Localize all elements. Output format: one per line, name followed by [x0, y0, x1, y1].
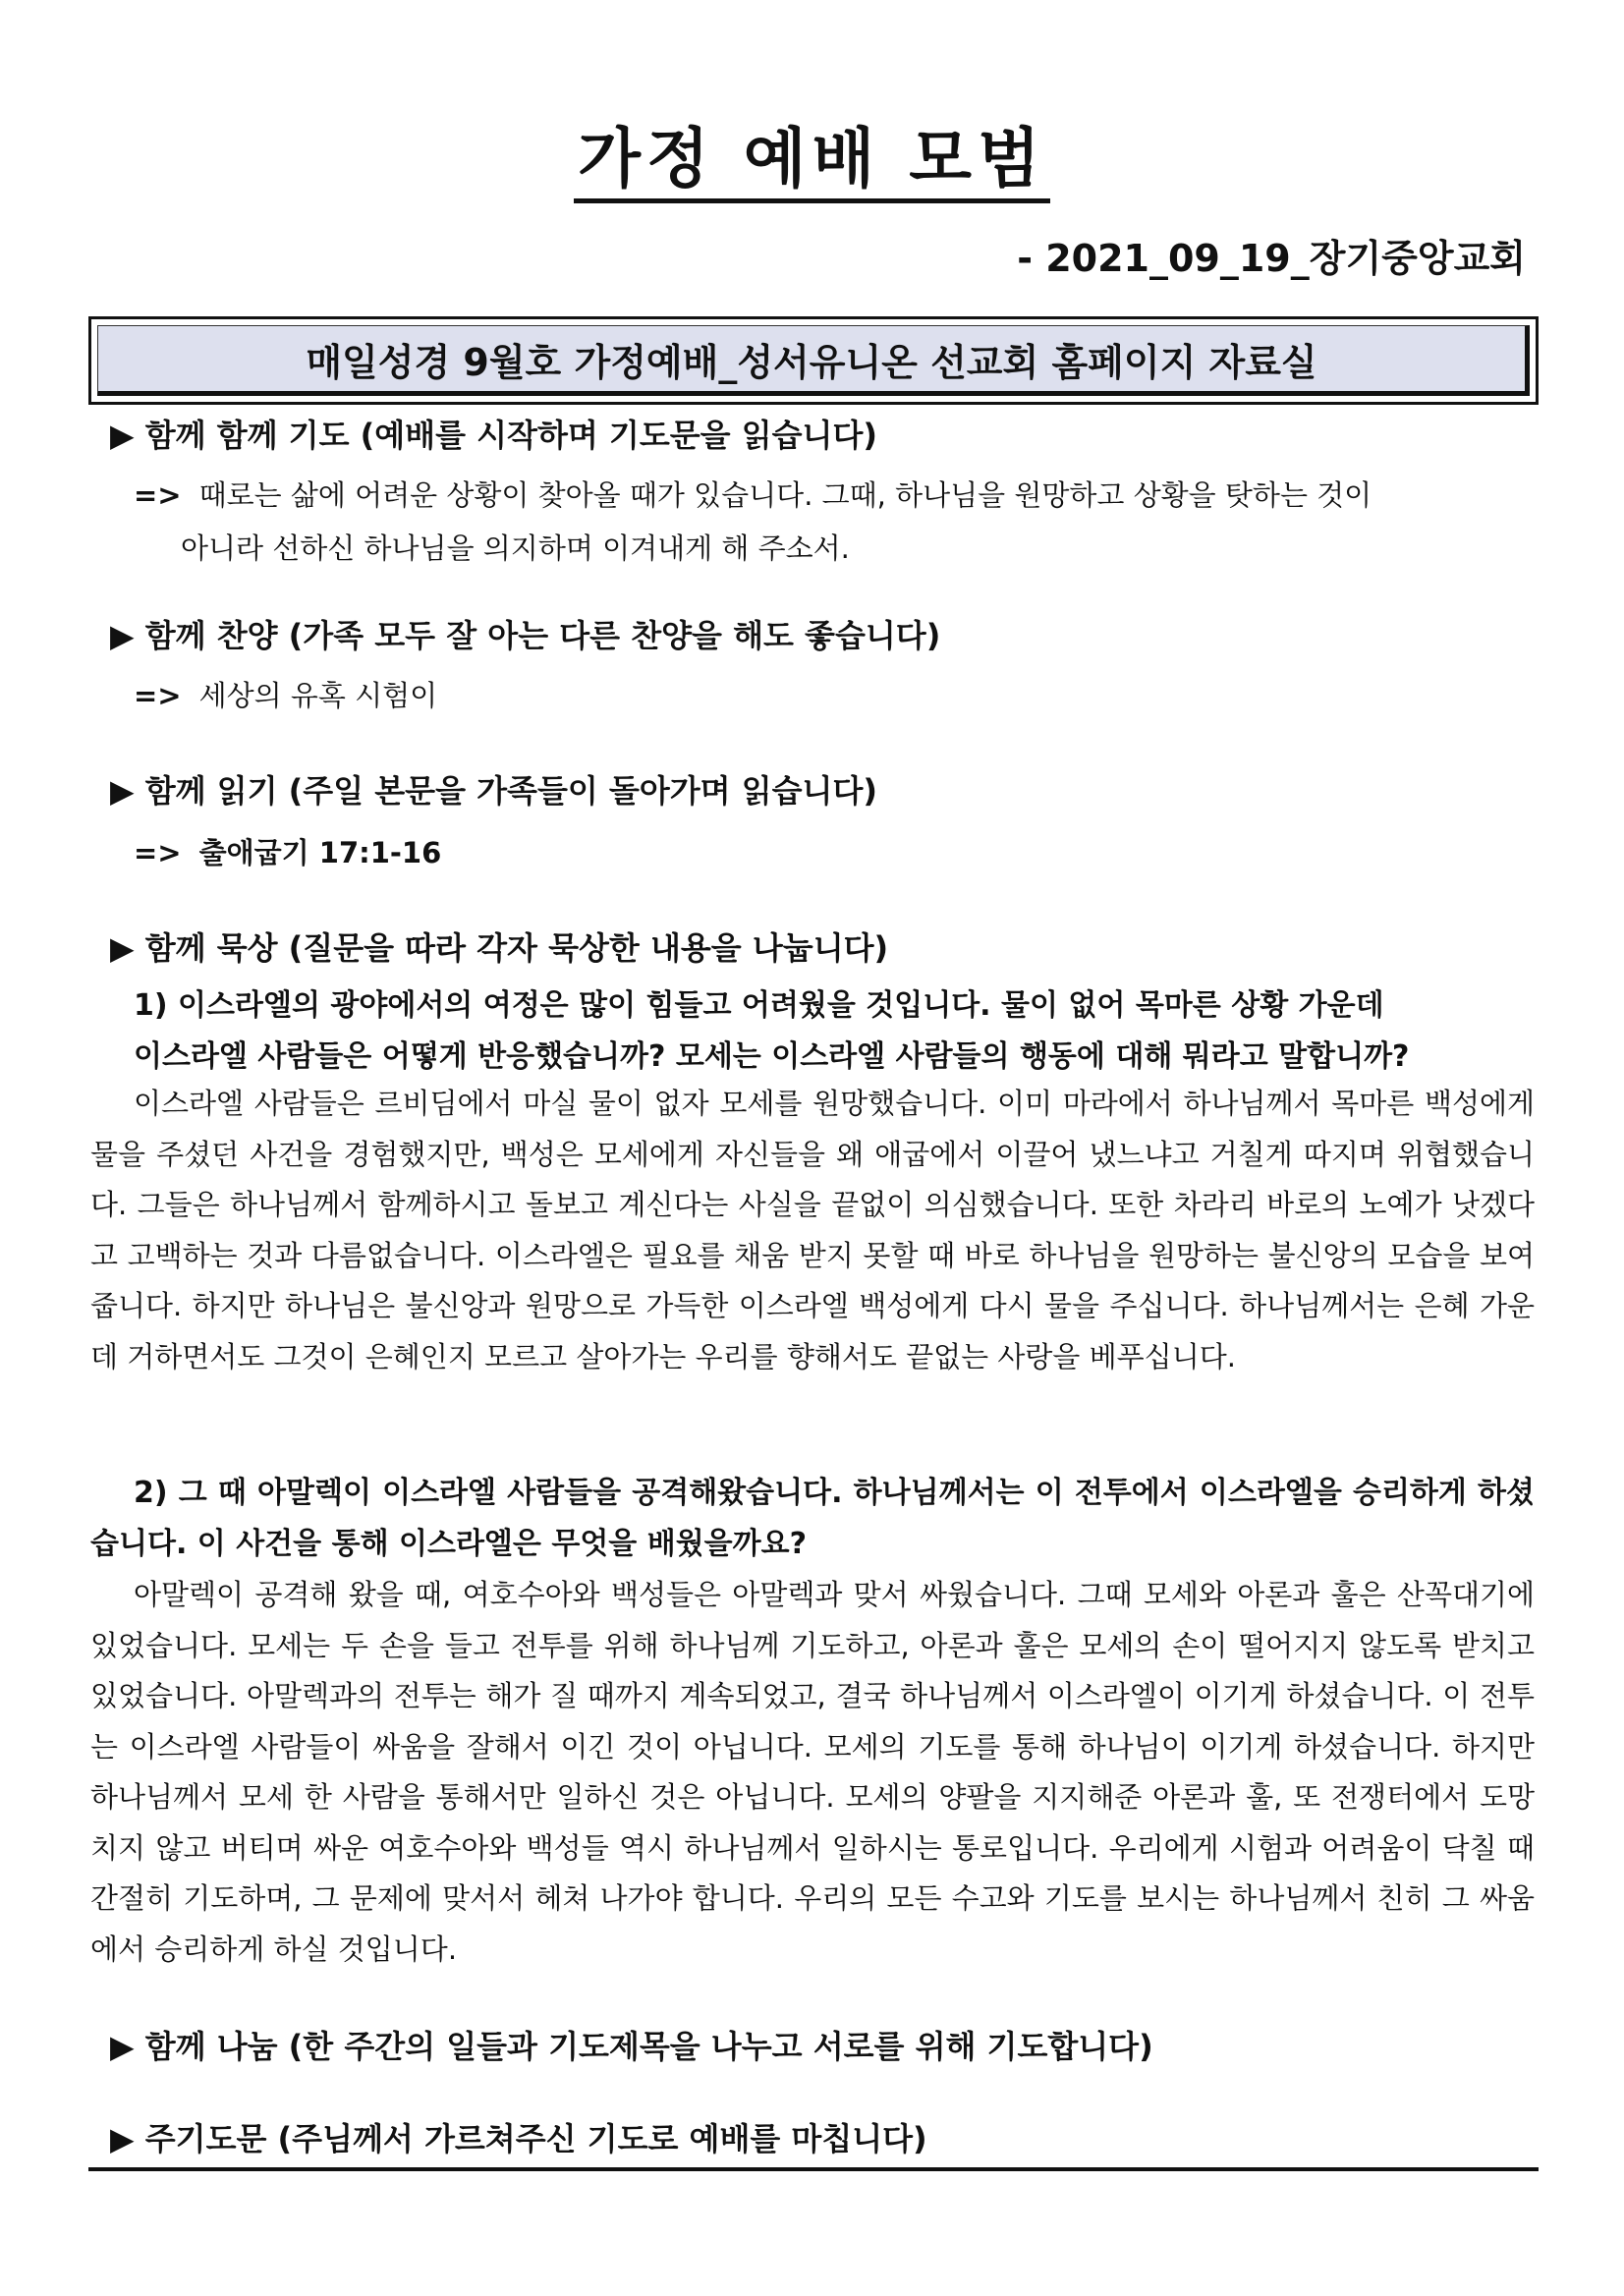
answer-2-paragraph: 아말렉이 공격해 왔을 때, 여호수아와 백성들은 아말렉과 맞서 싸웠습니다. 그때 모세와 아론과 훌은 산꼭대기에 있었습니다. 모세는 두 손을 들고 전투를 위해 하나님께 기도하고, 아론과 훌은 모세의 손이 떨어지지 않도록 받치고 있었습니다. 아말렉과의 전투는 해가 질 때까지 계속되었고, 결국 하나님께서 이스라엘이 이기게 하셨습니다. 이 전투는 이스라엘 사람들이 싸움을 잘해서 이긴 것이 아닙니다. 모세의 기도를 통해 하나님이 이기게 하셨습니다. 하지만 하나님께서 모세 한 사람을 통해서만 일하신 것은 아닙니다. 모세의 양팔을 지지해준 아론과 훌, 또 전쟁터에서 도망치지 않고 버티며 싸운 여호수아와 백성들 역시 하나님께서 일하시는 통로입니다. 우리에게 시험과 어려움이 닥칠 때 간절히 기도하며, 그 문제에 맞서서 헤쳐 나가야 합니다. 우리의 모든 수고와 기도를 보시는 하나님께서 친히 그 싸움에서 승리하게 하실 것입니다.: [90, 1578, 1535, 1966]
question-1-line-2: 이스라엘 사람들은 어떻게 반응했습니까? 모세는 이스라엘 사람들의 행동에 대해 뭐라고 말합니까?: [134, 1039, 1410, 1074]
reading-passage: 출애굽기 17:1-16: [198, 836, 442, 869]
answer-1-paragraph: 이스라엘 사람들은 르비딤에서 마실 물이 없자 모세를 원망했습니다. 이미 마라에서 하나님께서 목마른 백성에게 물을 주셨던 사건을 경험했지만, 백성은 모세에게 자신들을 왜 애굽에서 이끌어 냈느냐고 거칠게 따지며 위협했습니다. 그들은 하나님께서 함께하시고 돌보고 계신다는 사실을 끝없이 의심했습니다. 또한 차라리 바로의 노예가 낫겠다고 고백하는 것과 다름없습니다. 이스라엘은 필요를 채움 받지 못할 때 바로 하나님을 원망하는 불신앙의 모습을 보여줍니다. 하지만 하나님은 불신앙과 원망으로 가득한 이스라엘 백성에게 다시 물을 주십니다. 하나님께서는 은혜 가운데 거하면서도 그것이 은혜인지 모르고 살아가는 우리를 향해서도 끝없는 사랑을 베푸십니다.: [90, 1087, 1535, 1373]
section-heading-sharing: ▶ 함께 나눔 (한 주간의 일들과 기도제목을 나누고 서로를 위해 기도합니다): [110, 2028, 1153, 2065]
section-heading-praise: ▶ 함께 찬양 (가족 모두 잘 아는 다른 찬양을 해도 좋습니다): [110, 617, 941, 654]
section-heading-meditation: ▶ 함께 묵상 (질문을 따라 각자 묵상한 내용을 나눕니다): [110, 929, 889, 967]
arrow-marker: =>: [134, 478, 182, 512]
page-title: 가정 예배 모범: [0, 106, 1624, 199]
question-2: 2) 그 때 아말렉이 이스라엘 사람들을 공격해왔습니다. 하나님께서는 이 전투에서 이스라엘을 승리하게 하셨습니다. 이 사건을 통해 이스라엘은 무엇을 배웠을까요?: [90, 1476, 1535, 1561]
arrow-marker: =>: [134, 679, 182, 712]
source-banner: [88, 316, 1539, 405]
question-1-line-1: 1) 이스라엘의 광야에서의 여정은 많이 힘들고 어려웠을 것입니다. 물이 없어 목마른 상황 가운데: [134, 988, 1384, 1023]
prayer-text-line-2: 아니라 선하신 하나님을 의지하며 이겨내게 해 주소서.: [181, 532, 850, 565]
bottom-rule: [88, 2167, 1539, 2171]
section-heading-reading: ▶ 함께 읽기 (주일 본문을 가족들이 돌아가며 읽습니다): [110, 772, 877, 810]
section-heading-prayer: ▶ 함께 함께 기도 (예배를 시작하며 기도문을 읽습니다): [110, 417, 877, 454]
section-heading-lords-prayer: ▶ 주기도문 (주님께서 가르쳐주신 기도로 예배를 마칩니다): [110, 2120, 927, 2157]
dateline: - 2021_09_19_장기중앙교회: [1017, 237, 1526, 280]
praise-song: 세상의 유혹 시험이: [198, 679, 438, 712]
reading-text-line: [134, 831, 441, 871]
prayer-text-line-1: [134, 474, 1372, 514]
source-banner-text: 매일성경 9월호 가정예배_성서유니온 선교회 홈페이지 자료실: [97, 325, 1530, 396]
arrow-marker: =>: [134, 836, 182, 869]
praise-text-line: [134, 674, 437, 714]
prayer-text-1: 때로는 삶에 어려운 상황이 찾아올 때가 있습니다. 그때, 하나님을 원망하고 상황을 탓하는 것이: [198, 478, 1372, 512]
